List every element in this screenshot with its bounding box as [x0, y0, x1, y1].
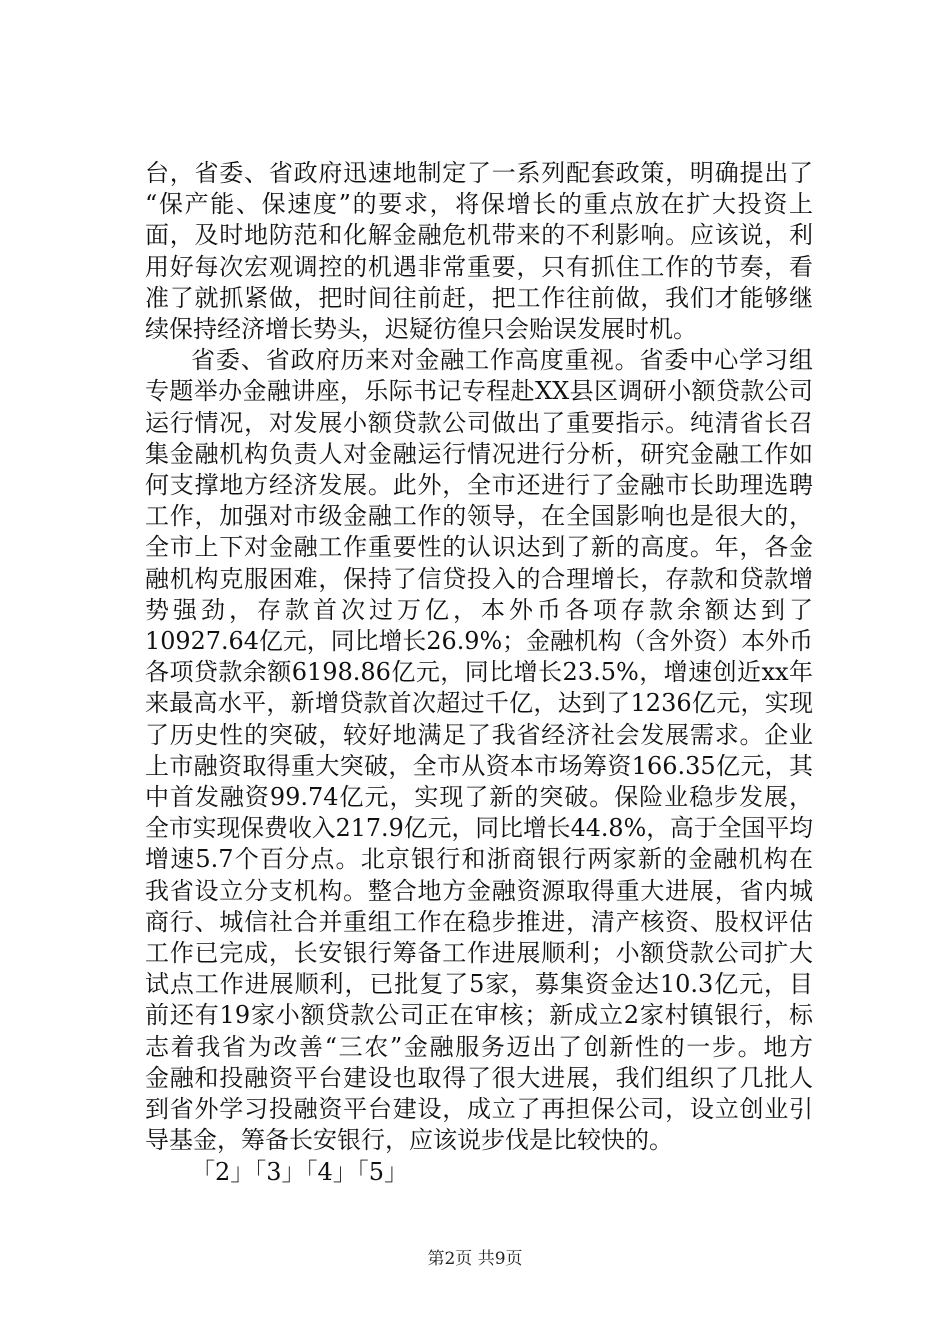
text-line: 增速5.7个百分点。北京银行和浙商银行两家新的金融机构在 [145, 845, 813, 874]
text-line: 各项贷款余额6198.86亿元，同比增长23.5%，增速创近xx年 [145, 658, 813, 687]
page-links[interactable]: 「2」「3」「4」「5」 [191, 1157, 409, 1186]
text-line: 台，省委、省政府迅速地制定了一系列配套政策，明确提出了 [145, 159, 813, 187]
text-line: 工作已完成，长安银行筹备工作进展顺利；小额贷款公司扩大 [145, 939, 813, 968]
text-line: 全市实现保费收入217.9亿元，同比增长44.8%，高于全国平均 [145, 814, 813, 843]
text-line: 导基金，筹备长安银行，应该说步伐是比较快的。 [145, 1126, 673, 1155]
text-line: 全市上下对金融工作重要性的认识达到了新的高度。年，各金 [145, 533, 813, 562]
text-line: 运行情况，对发展小额贷款公司做出了重要指示。纯清省长召 [145, 408, 813, 437]
text-line: 工作，加强对市级金融工作的领导，在全国影响也是很大的， [145, 502, 813, 531]
text-line: 集金融机构负责人对金融运行情况进行分析，研究金融工作如 [145, 439, 813, 468]
text-line: 上市融资取得重大突破，全市从资本市场筹资166.35亿元，其 [145, 751, 813, 780]
text-line: 中首发融资99.74亿元，实现了新的突破。保险业稳步发展， [145, 783, 813, 812]
text-line: 10927.64亿元，同比增长26.9%；金融机构（含外资）本外币 [145, 627, 813, 656]
text-line: 准了就抓紧做，把时间往前赶，把工作往前做，我们才能够继 [145, 283, 813, 312]
text-line: 来最高水平，新增贷款首次超过千亿，达到了1236亿元，实现 [145, 689, 813, 718]
text-line: 势强劲，存款首次过万亿，本外币各项存款余额达到了 [145, 595, 813, 624]
text-line: 专题举办金融讲座，乐际书记专程赴XX县区调研小额贷款公司 [145, 377, 813, 406]
text-line: 金融和投融资平台建设也取得了很大进展，我们组织了几批人 [145, 1063, 813, 1092]
text-line: 我省设立分支机构。整合地方金融资源取得重大进展，省内城 [145, 876, 813, 905]
text-line: 用好每次宏观调控的机遇非常重要，只有抓住工作的节奏，看 [145, 252, 813, 281]
text-line: 试点工作进展顺利，已批复了5家，募集资金达10.3亿元，目 [145, 970, 813, 999]
text-line: 融机构克服困难，保持了信贷投入的合理增长，存款和贷款增 [145, 564, 813, 593]
text-line: 志着我省为改善“三农”金融服务迈出了创新性的一步。地方 [145, 1032, 813, 1061]
text-line: 何支撑地方经济发展。此外，全市还进行了金融市长助理选聘 [145, 471, 813, 500]
document-body [145, 158, 813, 1188]
text-line: 到省外学习投融资平台建设，成立了再担保公司，设立创业引 [145, 1095, 813, 1124]
text-line: 前还有19家小额贷款公司正在审核；新成立2家村镇银行，标 [145, 1001, 813, 1030]
text-line: 面，及时地防范和化解金融危机带来的不利影响。应该说，利 [145, 221, 813, 250]
text-line: 续保持经济增长势头，迟疑彷徨只会贻误发展时机。 [145, 315, 697, 344]
page-footer: 第2页 共9页 [427, 1249, 523, 1269]
paragraph-first-line: 省委、省政府历来对金融工作高度重视。省委中心学习组 [191, 346, 813, 375]
text-line: “保产能、保速度”的要求，将保增长的重点放在扩大投资上 [145, 190, 813, 219]
text-line: 了历史性的突破，较好地满足了我省经济社会发展需求。企业 [145, 720, 813, 749]
text-line: 商行、城信社合并重组工作在稳步推进，清产核资、股权评估 [145, 907, 813, 936]
